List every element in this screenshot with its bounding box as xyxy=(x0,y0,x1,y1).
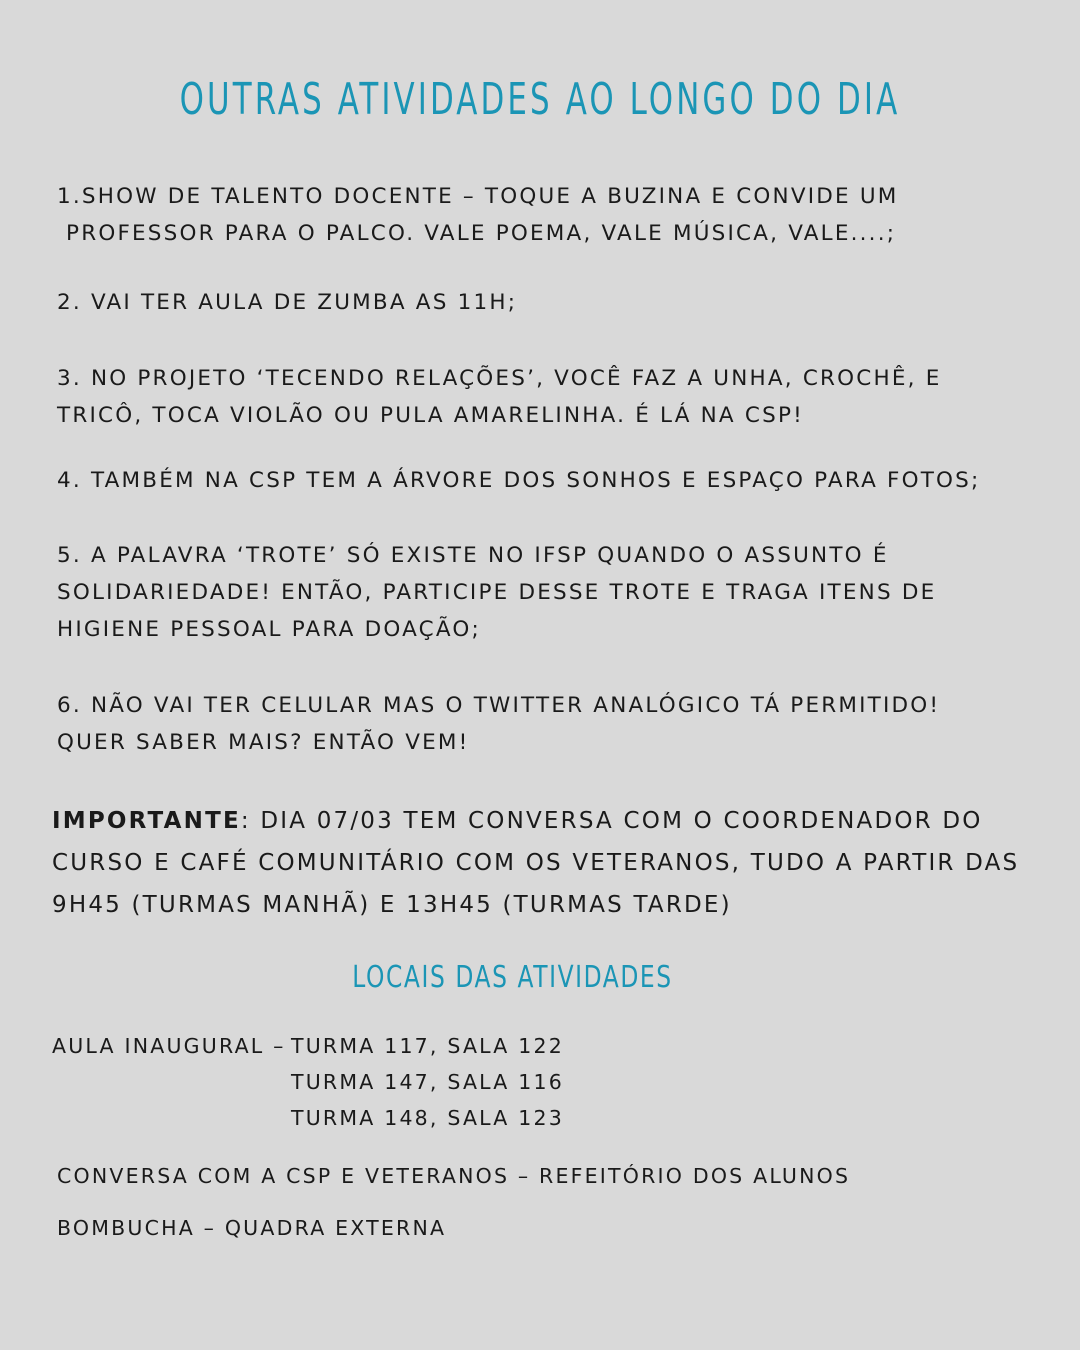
list-item-1 xyxy=(57,178,1037,252)
aula-room-1: TURMA 117, SALA 122 xyxy=(291,1034,564,1058)
list-item-2 xyxy=(57,284,1037,321)
conversa-location: CONVERSA COM A CSP E VETERANOS – REFEITÓRIO DOS ALUNOS xyxy=(57,1164,851,1188)
important-label: IMPORTANTE xyxy=(52,808,241,834)
item-1-line-2: PROFESSOR PARA O PALCO. VALE POEMA, VALE MÚSICA, VALE....; xyxy=(57,221,897,246)
item-2-line-1: 2. VAI TER AULA DE ZUMBA AS 11H; xyxy=(57,290,518,315)
aula-room-3: TURMA 148, SALA 123 xyxy=(291,1106,564,1130)
item-4-line-1: 4. TAMBÉM NA CSP TEM A ÁRVORE DOS SONHOS E ESPAÇO PARA FOTOS; xyxy=(57,468,981,493)
important-line-3: 9H45 (TURMAS MANHÃ) E 13H45 (TURMAS TARDE) xyxy=(52,892,732,918)
list-item-4 xyxy=(57,462,1037,499)
item-6-line-1: 6. NÃO VAI TER CELULAR MAS O TWITTER ANALÓGICO TÁ PERMITIDO! xyxy=(57,693,941,718)
aula-room-2: TURMA 147, SALA 116 xyxy=(291,1070,564,1094)
item-3-line-1: 3. NO PROJETO ‘TECENDO RELAÇÕES’, VOCÊ FAZ A UNHA, CROCHÊ, E xyxy=(57,366,942,391)
item-5-line-3: HIGIENE PESSOAL PARA DOAÇÃO; xyxy=(57,617,481,642)
list-item-6 xyxy=(57,687,1037,761)
important-line-2: CURSO E CAFÉ COMUNITÁRIO COM OS VETERANOS, TUDO A PARTIR DAS xyxy=(52,850,1020,876)
important-line-1: : DIA 07/03 TEM CONVERSA COM O COORDENADOR DO xyxy=(240,808,983,834)
item-6-line-2: QUER SABER MAIS? ENTÃO VEM! xyxy=(57,730,470,755)
list-item-3 xyxy=(57,360,1037,434)
item-5-line-2: SOLIDARIEDADE! ENTÃO, PARTICIPE DESSE TROTE E TRAGA ITENS DE xyxy=(57,580,937,605)
item-5-line-1: 5. A PALAVRA ‘TROTE’ SÓ EXISTE NO IFSP QUANDO O ASSUNTO É xyxy=(57,543,889,568)
aula-inaugural-label: AULA INAUGURAL – xyxy=(52,1034,286,1058)
item-1-line-1: 1.SHOW DE TALENTO DOCENTE – TOQUE A BUZINA E CONVIDE UM xyxy=(57,184,899,209)
important-notice xyxy=(52,800,1042,926)
list-item-5 xyxy=(57,537,1037,648)
bombucha-location: BOMBUCHA – QUADRA EXTERNA xyxy=(57,1216,447,1240)
page-title: OUTRAS ATIVIDADES AO LONGO DO DIA xyxy=(179,74,901,125)
item-3-line-2: TRICÔ, TOCA VIOLÃO OU PULA AMARELINHA. É LÁ NA CSP! xyxy=(57,403,804,428)
locations-title: LOCAIS DAS ATIVIDADES xyxy=(352,960,673,995)
